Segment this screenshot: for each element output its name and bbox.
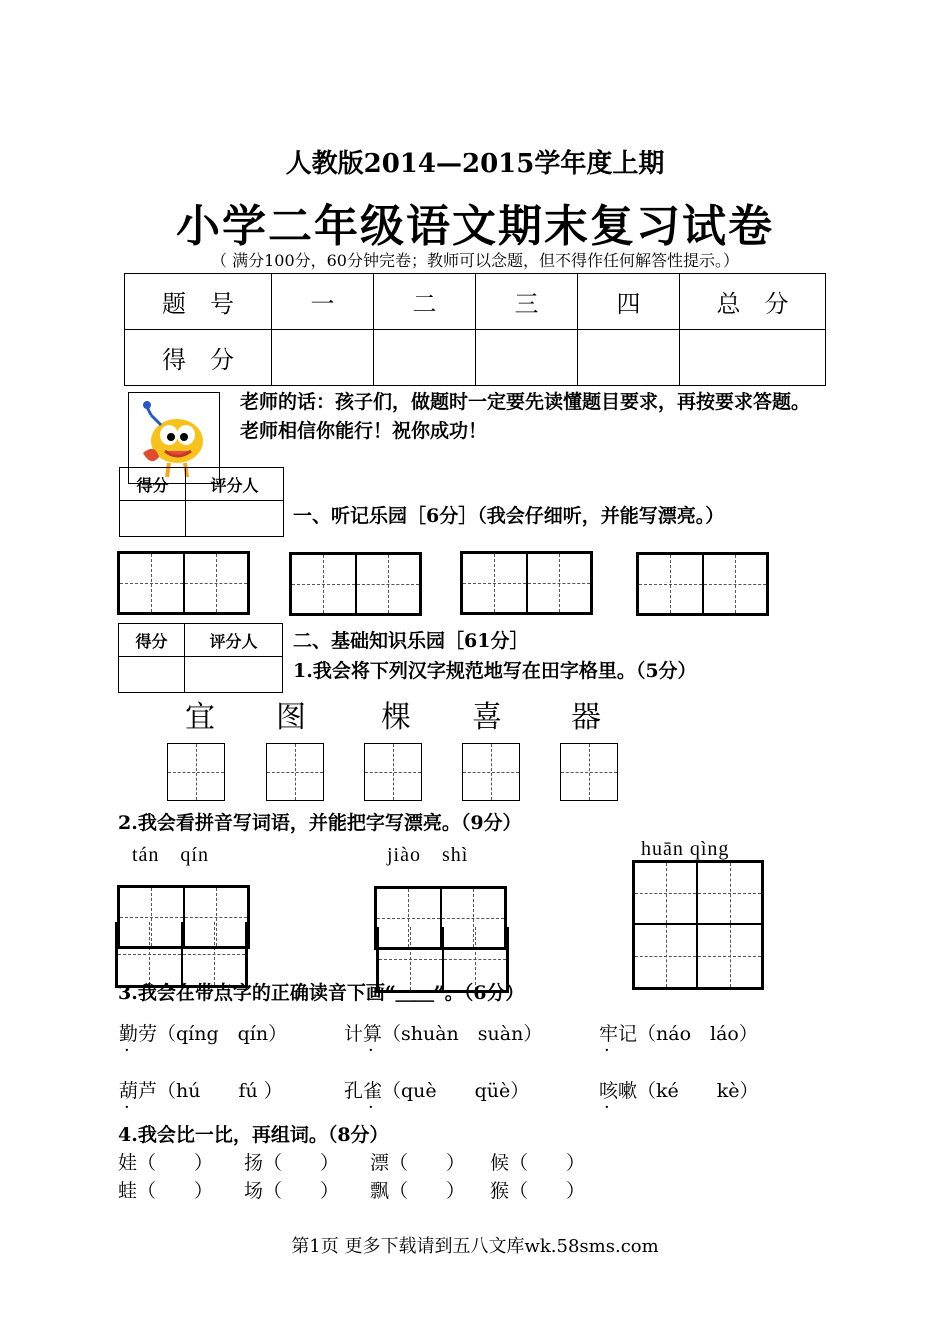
q4-item: 蛙（ ） — [118, 1180, 214, 1202]
q2-pinyin: jiào shì — [387, 844, 469, 866]
emphasis-dot: · — [604, 1040, 610, 1061]
q1-char: 宜 — [185, 700, 215, 735]
q4-title: 4.我会比一比，再组词。（8分） — [118, 1124, 389, 1146]
section1-title: 一、听记乐园［6分］（我会仔细听，并能写漂亮。） — [293, 505, 725, 527]
writing-grid[interactable] — [117, 551, 250, 615]
grader-score-field[interactable] — [119, 657, 185, 693]
grader-score-label: 得分 — [119, 624, 185, 657]
exam-note: （ 满分100分，60分钟完卷；教师可以念题，但不得作任何解答性提示。） — [211, 251, 739, 270]
grader-person-label: 评分人 — [185, 624, 283, 657]
q4-item: 漂（ ） — [370, 1152, 466, 1174]
writing-grid-single[interactable] — [560, 743, 618, 801]
emphasis-dot: · — [368, 1097, 374, 1118]
score-cell[interactable] — [374, 330, 476, 386]
q3-item: 咳嗽（ké kè） — [599, 1080, 759, 1102]
q2-pinyin: tán qín — [132, 844, 209, 866]
score-table — [124, 273, 826, 386]
score-header-cell: 一 — [272, 274, 374, 330]
score-row-label: 得 分 — [125, 330, 272, 386]
q4-item: 扬（ ） — [244, 1152, 340, 1174]
score-header-cell: 二 — [374, 274, 476, 330]
q3-item: 牢记（náo láo） — [599, 1023, 758, 1045]
q4-item: 猴（ ） — [490, 1180, 586, 1202]
exam-title: 小学二年级语文期末复习试卷 — [176, 201, 774, 252]
q1-title: 1.我会将下列汉字规范地写在田字格里。（5分） — [293, 660, 697, 682]
writing-grid-large[interactable] — [632, 860, 764, 990]
grader-person-label: 评分人 — [186, 468, 284, 501]
score-header-cell: 四 — [578, 274, 680, 330]
q3-title: 3.我会在带点字的正确读音下画“＿＿”。（6分） — [118, 978, 524, 1005]
grader-box — [118, 623, 283, 693]
q1-char: 图 — [276, 700, 306, 735]
score-cell[interactable] — [476, 330, 578, 386]
teacher-words: 老师的话：孩子们，做题时一定要先读懂题目要求，再按要求答题。老师相信你能行！祝你成功！ — [240, 391, 811, 442]
q4-item: 场（ ） — [244, 1180, 340, 1202]
q3-item: 计算（shuàn suàn） — [344, 1023, 543, 1045]
writing-grid-single[interactable] — [364, 743, 422, 801]
emphasis-dot: · — [368, 1040, 374, 1061]
q3-item: 葫芦（hú fú ） — [119, 1080, 283, 1102]
exam-subtitle: 人教版2014—2015学年度上期 — [285, 149, 665, 179]
writing-grid[interactable] — [636, 552, 769, 616]
score-header-cell: 三 — [476, 274, 578, 330]
score-cell[interactable] — [272, 330, 374, 386]
score-cell[interactable] — [680, 330, 826, 386]
grader-box — [119, 467, 284, 537]
emphasis-dot: · — [604, 1097, 610, 1118]
grader-score-label: 得分 — [120, 468, 186, 501]
writing-grid-single[interactable] — [167, 743, 225, 801]
page-footer: 第1页 更多下载请到五八文库wk.58sms.com — [291, 1236, 659, 1257]
score-header-cell: 题 号 — [125, 274, 272, 330]
q1-char: 喜 — [472, 700, 502, 735]
score-header-cell: 总 分 — [680, 274, 826, 330]
grader-score-field[interactable] — [120, 501, 186, 537]
q4-item: 飘（ ） — [370, 1180, 466, 1202]
q3-item: 孔雀（què qüè） — [344, 1080, 530, 1102]
writing-grid-single[interactable] — [266, 743, 324, 801]
q4-item: 娃（ ） — [118, 1152, 214, 1174]
writing-grid[interactable] — [374, 886, 507, 950]
q2-pinyin: huān qìng — [641, 838, 730, 860]
emphasis-dot: · — [124, 1040, 130, 1061]
q1-char: 棵 — [381, 700, 411, 735]
section2-title: 二、基础知识乐园［61分］ — [293, 630, 529, 652]
writing-grid[interactable] — [289, 552, 422, 616]
score-cell[interactable] — [578, 330, 680, 386]
grader-person-field[interactable] — [186, 501, 284, 537]
q1-char: 器 — [571, 700, 601, 735]
writing-grid[interactable] — [117, 885, 250, 949]
writing-grid-single[interactable] — [462, 743, 520, 801]
grader-person-field[interactable] — [185, 657, 283, 693]
emphasis-dot: · — [124, 1097, 130, 1118]
writing-grid[interactable] — [460, 551, 593, 615]
q2-title: 2.我会看拼音写词语，并能把字写漂亮。（9分） — [118, 812, 522, 834]
q4-item: 候（ ） — [490, 1152, 586, 1174]
q3-item: 勤劳（qíng qín） — [119, 1023, 288, 1045]
